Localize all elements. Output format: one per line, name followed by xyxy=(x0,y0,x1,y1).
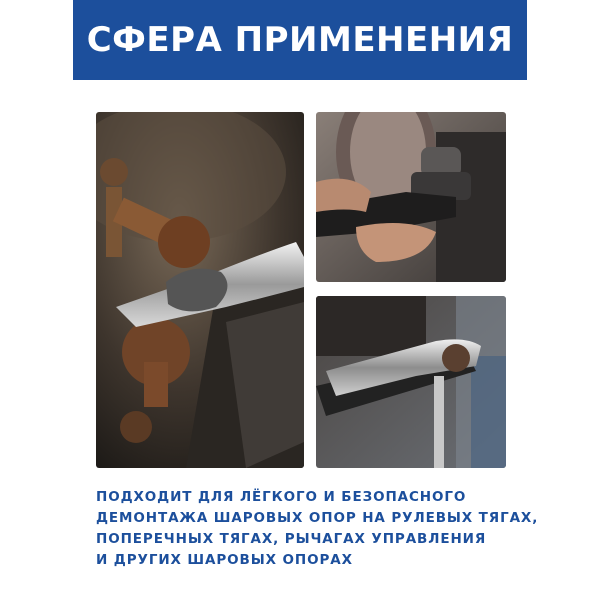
caption-line: ПОПЕРЕЧНЫХ ТЯГАХ, РЫЧАГАХ УПРАВЛЕНИЯ xyxy=(96,531,487,547)
photo-control-arm xyxy=(316,296,506,468)
photo-tie-rod-removal xyxy=(316,112,506,282)
photo-rusty-ball-joint xyxy=(96,112,304,468)
title-banner xyxy=(73,0,527,80)
caption-line: ДЕМОНТАЖА ШАРОВЫХ ОПОР НА РУЛЕВЫХ ТЯГАХ, xyxy=(96,510,539,526)
hand-using-tool-on-tie-rod-photo-icon xyxy=(316,112,506,282)
page-title: СФЕРА ПРИМЕНЕНИЯ xyxy=(86,20,514,60)
wrench-on-control-arm-photo-icon xyxy=(316,296,506,468)
caption-line: ПОДХОДИТ ДЛЯ ЛЁГКОГО И БЕЗОПАСНОГО xyxy=(96,489,467,505)
wrench-on-rusty-ball-joint-photo-icon xyxy=(96,112,304,468)
caption xyxy=(96,487,539,571)
caption-line: И ДРУГИХ ШАРОВЫХ ОПОРАХ xyxy=(96,552,353,568)
